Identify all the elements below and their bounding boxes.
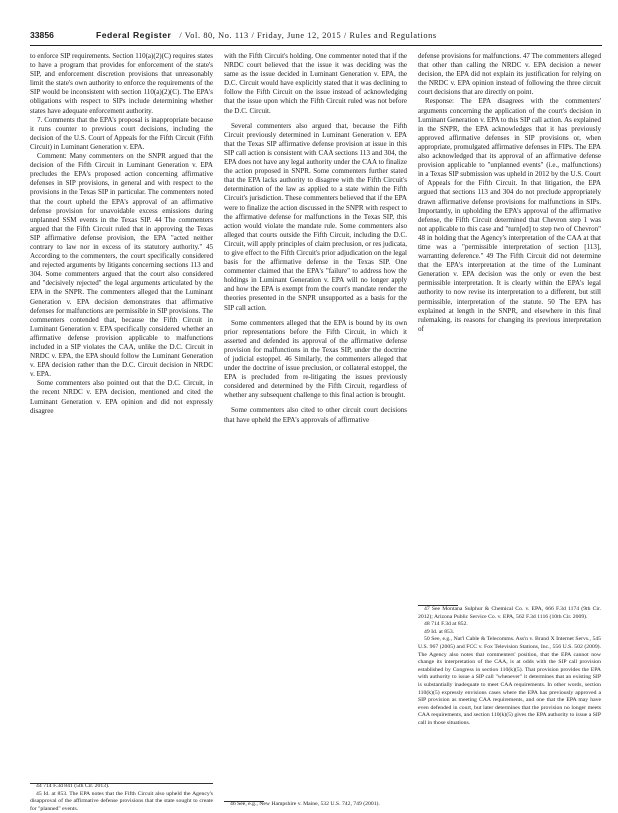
- text-column-1: [30, 52, 213, 812]
- paragraph: Response: The EPA disagrees with the commenters' arguments concerning the application of the court's decision in Luminant Generation v. EPA to this SIP call action. As explained in the SNPR, the EPA acknowledges that it has previously approved affirmative defenses in SIP provisions or, when appropriate, promulgated affirmative defenses in FIPs. The EPA also acknowledged that its approval of an affirmative defense provision applicable to "unplanned events" (i.e., malfunctions) in a Texas SIP submission was upheld in 2012 by the U.S. Court of Appeals for the Fifth Circuit. In that litigation, the EPA argued that sections 113 and 304 do not preclude appropriately drawn affirmative defense provisions for malfunctions in SIPs. Importantly, in upholding the EPA's approval of the affirmative defense, the Fifth Circuit determined that Chevron step 1 was not applicable to this case and "turn[ed] to step two of Chevron" 48 in holding that the Agency's interpretation of the CAA at that time was a "permissible interpretation of section [113], warranting deference." 49 The Fifth Circuit did not determine that the EPA's interpretation at the time of the Luminant Generation v. EPA decision was the only or even the best permissible interpretation. It is clearly within the EPA's legal authority to now revise its interpretation to a different, but still permissible, interpretation of the statute. 50 The EPA has explained at length in the SNPR, and elsewhere in this final rulemaking, its reasons for changing its previous interpretation of: [418, 97, 601, 333]
- footnotes: [224, 801, 407, 809]
- paragraph: with the Fifth Circuit's holding. One commenter noted that if the NRDC court believed that the issue it was deciding was the same as the issue decided in Luminant Generation v. EPA, the D.C. Circuit would have explicitly stated that it was declining to follow the Fifth Circuit on the issue instead of acknowledging that the issue upon which the Fifth Circuit ruled was not before the D.C. Circuit.: [224, 52, 407, 115]
- paragraph: to enforce SIP requirements. Section 110(a)(2)(C) requires states to have a program that provides for enforcement of the state's SIP, and enforcement discretion provisions that unreasonably limit the state's own authority to enforce the requirements of the SIP would be inconsistent with section 110(a)(2)(C). The EPA's obligations with respect to SIPs include determining whether states have adequate enforcement authority.: [30, 52, 213, 115]
- footnote: 44 714 F.3d 841 (5th Cir. 2013).: [36, 783, 110, 789]
- publication-title: Federal Register: [96, 30, 172, 40]
- footnotes: [30, 783, 213, 813]
- text-column-2: [224, 52, 407, 807]
- footnote: 47 See Montana Sulphur & Chemical Co. v. EPA, 666 F.3d 1174 (9th Cir. 2012); Arizona Public Service Co. v. EPA, 562 F.3d 1116 (10th Cir. 2009).: [418, 606, 601, 620]
- footnote: 48 714 F.3d at 852.: [424, 621, 468, 628]
- footnote: 49 Id. at 853.: [424, 628, 455, 635]
- footnote: 46 See, e.g., New Hampshire v. Maine, 532 U.S. 742, 749 (2001).: [230, 801, 380, 807]
- paragraph: 7. Comments that the EPA's proposal is inappropriate because it runs counter to previous court decisions, including the decision of the U.S. Court of Appeals for the Fifth Circuit (Fifth Circuit) in Luminant Generation v. EPA.: [30, 115, 213, 151]
- header-rule: [30, 45, 602, 46]
- footnote: 45 Id. at 853. The EPA notes that the Fifth Circuit also upheld the Agency's disapproval of the affirmative defense provisions that the state sought to create for "planned" events.: [30, 790, 213, 812]
- paragraph: defense provisions for malfunctions. 47 The commenters alleged that other than calling the NRDC v. EPA decision a newer decision, the EPA did not explain its justification for relying on the NRDC v. EPA opinion instead of following the three circuit court decisions that are directly on point.: [418, 52, 601, 97]
- paragraph: Some commenters also pointed out that the D.C. Circuit, in the recent NRDC v. EPA decision, mentioned and cited the Luminant Generation v. EPA opinion and did not expressly disagree: [30, 379, 213, 415]
- paragraph: Some commenters also cited to other circuit court decisions that have upheld the EPA's approvals of affirmative: [224, 406, 407, 424]
- text-column-3: [418, 52, 601, 790]
- paragraph: Several commenters also argued that, because the Fifth Circuit previously determined in Luminant Generation v. EPA that the Texas SIP affirmative defense provision at issue in this SIP call action is consistent with CAA sections 113 and 304, the EPA does not have any legal authority under the CAA to finalize the action proposed in SNPR. Some commenters further stated that the EPA lacks authority to disagree with the Fifth Circuit's determination of the law as applied to a state within the Fifth Circuit's jurisdiction. These commenters believed that if the EPA were to finalize the action discussed in the SNPR with respect to the affirmative defense for malfunctions in the Texas SIP, this action would violate the mandate rule. Some commenters also alleged that courts outside the Fifth Circuit, including the D.C. Circuit, will apply principles of claim preclusion, or res judicata, to give effect to the Fifth Circuit's prior adjudication on the legal basis for the affirmative defense in the Texas SIP. One commenter claimed that the EPA's "failure" to address how the holdings in Luminant Generation v. EPA will no longer apply and how the EPA is exempt from the court's mandate render the theories presented in the SNPR unsupported as a basis for the SIP call action.: [224, 121, 407, 312]
- footnote: 50 See, e.g., Nat'l Cable & Telecomms. Ass'n v. Brand X Internet Servs., 545 U.S. 967 (2005) and FCC v. Fox Television Stations, Inc., 556 U.S. 502 (2009). The Agency also notes that commenters' position, that the EPA cannot now change its interpretation of the CAA, is at odds with the SIP call provision established by Congress in section 110(k)(5). That provision provides the EPA with authority to issue a SIP call "whenever" it determines that an existing SIP is substantially inadequate to meet CAA requirements. In other words, section 110(k)(5) expressly envisions cases where the EPA has previously approved a SIP provision as meeting CAA requirements, and one that the EPA may have even defended in court, but later determines that the provision no longer meets CAA requirements, and section 110(k)(5) gives the EPA authority to issue a SIP call in those situations.: [418, 636, 601, 726]
- footnotes: [418, 606, 601, 728]
- issue-info: / Vol. 80, No. 113 / Friday, June 12, 2015 / Rules and Regulations: [179, 31, 437, 40]
- paragraph: Comment: Many commenters on the SNPR argued that the decision of the Fifth Circuit in Luminant Generation v. EPA precludes the EPA's proposed action concerning affirmative defenses in SIP provisions, in general and with respect to the provisions in the Texas SIP in particular. The commenters noted that the court upheld the EPA's approval of an affirmative defense provision for unavoidable excess emissions during unplanned SSM events in the Texas SIP. 44 The commenters argued that the Fifth Circuit ruled that in approving the Texas SIP affirmative defense provision, the EPA "acted neither contrary to law nor in excess of its statutory authority." 45 According to the commenters, the court specifically considered and rejected arguments by litigants concerning sections 113 and 304. Some commenters argued that the court also considered and "decisively rejected" the legal arguments articulated by the EPA in the SNPR. The commenters alleged that the Luminant Generation v. EPA decision demonstrates that affirmative defenses for malfunctions are permissible in SIP provisions. The commenters contended that, because the Fifth Circuit in Luminant Generation v. EPA specifically considered whether an affirmative defense provision applicable to malfunctions included in a SIP violates the CAA, unlike the D.C. Circuit in NRDC v. EPA, the EPA should follow the Luminant Generation v. EPA decision rather than the D.C. Circuit decision in NRDC v. EPA.: [30, 152, 213, 379]
- page-number: 33856: [30, 30, 54, 40]
- paragraph: Some commenters alleged that the EPA is bound by its own prior representations before the Fifth Circuit, in which it asserted and defended its approval of the affirmative defense provision for malfunctions in the Texas SIP, under the doctrine of judicial estoppel. 46 Similarly, the commenters alleged that under the doctrine of issue preclusion, or collateral estoppel, the EPA is precluded from re-litigating the issues previously considered and determined by the Fifth Circuit, regardless of whether any subsequent challenge to this final action is brought.: [224, 318, 407, 400]
- page-header: [30, 30, 602, 44]
